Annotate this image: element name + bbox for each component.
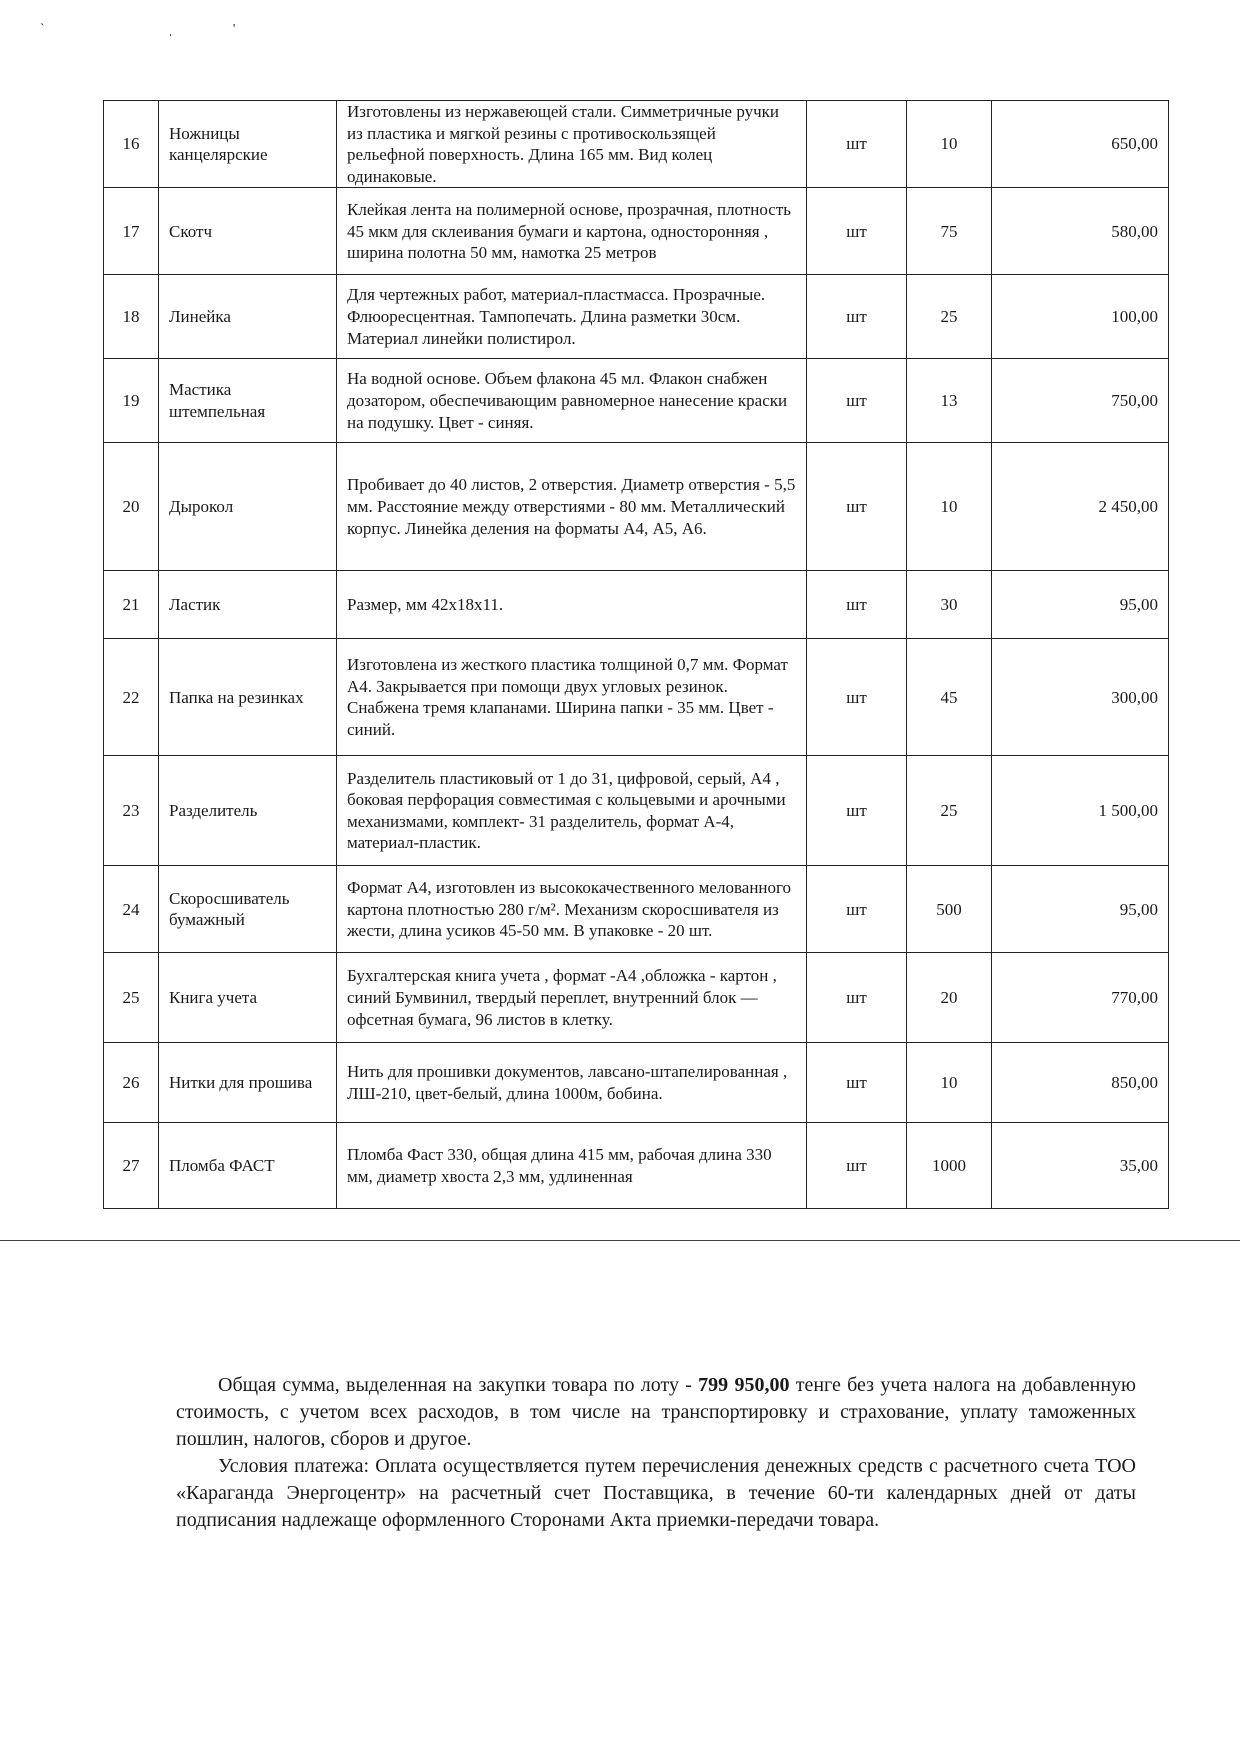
item-description: Размер, мм 42х18х11. <box>337 571 807 639</box>
summary-section <box>176 1372 1136 1534</box>
item-name: Пломба ФАСТ <box>159 1123 337 1209</box>
item-name: Нитки для прошива <box>159 1043 337 1123</box>
item-name: Ножницы канцелярские <box>159 101 337 188</box>
item-unit: шт <box>807 275 907 359</box>
item-name: Разделитель <box>159 756 337 866</box>
item-name: Книга учета <box>159 953 337 1043</box>
item-quantity: 10 <box>907 443 992 571</box>
item-unit: шт <box>807 1043 907 1123</box>
item-number: 26 <box>104 1043 159 1123</box>
table-row <box>104 1043 1169 1123</box>
table-row <box>104 953 1169 1043</box>
items-table-body <box>104 101 1169 1209</box>
item-price: 95,00 <box>992 571 1169 639</box>
total-text-before: Общая сумма, выделенная на закупки товара по лоту - <box>218 1374 699 1396</box>
item-number: 18 <box>104 275 159 359</box>
item-name: Дырокол <box>159 443 337 571</box>
item-quantity: 1000 <box>907 1123 992 1209</box>
item-unit: шт <box>807 359 907 443</box>
item-quantity: 500 <box>907 866 992 953</box>
item-number: 24 <box>104 866 159 953</box>
item-quantity: 10 <box>907 101 992 188</box>
item-description: Бухгалтерская книга учета , формат -А4 ,обложка - картон , синий Бумвинил, твердый переплет, внутренний блок — офсетная бумага, 96 листов в клетку. <box>337 953 807 1043</box>
item-number: 19 <box>104 359 159 443</box>
item-price: 2 450,00 <box>992 443 1169 571</box>
scan-artifact-line <box>0 1240 1240 1241</box>
item-number: 16 <box>104 101 159 188</box>
item-unit: шт <box>807 443 907 571</box>
item-description: Для чертежных работ, материал-пластмасса. Прозрачные. Флюоресцентная. Тампопечать. Длина разметки 30см. Материал линейки полистирол. <box>337 275 807 359</box>
table-row <box>104 639 1169 756</box>
item-description: На водной основе. Объем флакона 45 мл. Флакон снабжен дозатором, обеспечивающим равномерное нанесение краски на подушку. Цвет - синяя. <box>337 359 807 443</box>
item-price: 750,00 <box>992 359 1169 443</box>
item-number: 20 <box>104 443 159 571</box>
item-name: Мастика штемпельная <box>159 359 337 443</box>
item-price: 850,00 <box>992 1043 1169 1123</box>
item-description: Клейкая лента на полимерной основе, прозрачная, плотность 45 мкм для склеивания бумаги и картона, односторонняя , ширина полотна 50 мм, намотка 25 метров <box>337 188 807 275</box>
item-quantity: 25 <box>907 756 992 866</box>
total-amount: 799 950,00 <box>698 1374 790 1396</box>
total-amount-paragraph <box>176 1372 1136 1453</box>
item-price: 35,00 <box>992 1123 1169 1209</box>
item-description: Формат А4, изготовлен из высококачественного мелованного картона плотностью 280 г/м². Механизм скоросшивателя из жести, длина усиков 45-50 мм. В упаковке - 20 шт. <box>337 866 807 953</box>
item-price: 300,00 <box>992 639 1169 756</box>
item-name: Скоросшиватель бумажный <box>159 866 337 953</box>
item-description: Изготовлены из нержавеющей стали. Симметричные ручки из пластика и мягкой резины с противоскользящей рельефной поверхность. Длина 165 мм. Вид колец одинаковые. <box>337 101 807 188</box>
item-description: Пробивает до 40 листов, 2 отверстия. Диаметр отверстия - 5,5 мм. Расстояние между отверстиями - 80 мм. Металлический корпус. Линейка деления на форматы А4, А5, А6. <box>337 443 807 571</box>
item-number: 27 <box>104 1123 159 1209</box>
item-name: Папка на резинках <box>159 639 337 756</box>
item-price: 1 500,00 <box>992 756 1169 866</box>
item-number: 21 <box>104 571 159 639</box>
table-row <box>104 866 1169 953</box>
table-row <box>104 443 1169 571</box>
table-row <box>104 756 1169 866</box>
item-unit: шт <box>807 188 907 275</box>
table-row <box>104 275 1169 359</box>
item-unit: шт <box>807 953 907 1043</box>
item-number: 17 <box>104 188 159 275</box>
table-row <box>104 571 1169 639</box>
item-number: 22 <box>104 639 159 756</box>
item-description: Разделитель пластиковый от 1 до 31, цифровой, серый, А4 , боковая перфорация совместимая с кольцевыми и арочными механизмами, комплект- 31 разделитель, формат А-4, материал-пластик. <box>337 756 807 866</box>
table-row <box>104 359 1169 443</box>
item-quantity: 30 <box>907 571 992 639</box>
item-description: Пломба Фаст 330, общая длина 415 мм, рабочая длина 330 мм, диаметр хвоста 2,3 мм, удлиненная <box>337 1123 807 1209</box>
item-quantity: 75 <box>907 188 992 275</box>
item-name: Линейка <box>159 275 337 359</box>
item-quantity: 10 <box>907 1043 992 1123</box>
item-quantity: 20 <box>907 953 992 1043</box>
scan-marks: ` ˌ' <box>40 22 296 37</box>
table-row <box>104 188 1169 275</box>
item-price: 95,00 <box>992 866 1169 953</box>
payment-terms-paragraph: Условия платежа: Оплата осуществляется путем перечисления денежных средств с расчетного счета ТОО «Караганда Энергоцентр» на расчетный счет Поставщика, в течение 60-ти календарных дней от даты подписания надлежаще оформленного Сторонами Акта приемки-передачи товара. <box>176 1455 1136 1531</box>
item-description: Изготовлена из жесткого пластика толщиной 0,7 мм. Формат А4. Закрывается при помощи двух угловых резинок. Снабжена тремя клапанами. Ширина папки - 35 мм. Цвет - синий. <box>337 639 807 756</box>
item-name: Ластик <box>159 571 337 639</box>
item-unit: шт <box>807 101 907 188</box>
item-price: 100,00 <box>992 275 1169 359</box>
item-name: Скотч <box>159 188 337 275</box>
item-unit: шт <box>807 571 907 639</box>
item-unit: шт <box>807 639 907 756</box>
item-quantity: 25 <box>907 275 992 359</box>
item-price: 770,00 <box>992 953 1169 1043</box>
item-unit: шт <box>807 1123 907 1209</box>
item-price: 650,00 <box>992 101 1169 188</box>
table-row <box>104 1123 1169 1209</box>
item-number: 23 <box>104 756 159 866</box>
total-text-after: тенге без учета налога на добавленную стоимость, с учетом всех расходов, в том числе на транспортировку и страхование, уплату таможенных пошлин, налогов, сборов и другое. <box>176 1374 1136 1450</box>
item-unit: шт <box>807 866 907 953</box>
item-quantity: 45 <box>907 639 992 756</box>
item-price: 580,00 <box>992 188 1169 275</box>
item-number: 25 <box>104 953 159 1043</box>
item-unit: шт <box>807 756 907 866</box>
table-row <box>104 101 1169 188</box>
item-quantity: 13 <box>907 359 992 443</box>
item-description: Нить для прошивки документов, лавсано-штапелированная , ЛШ-210, цвет-белый, длина 1000м, бобина. <box>337 1043 807 1123</box>
items-table <box>103 100 1169 1209</box>
